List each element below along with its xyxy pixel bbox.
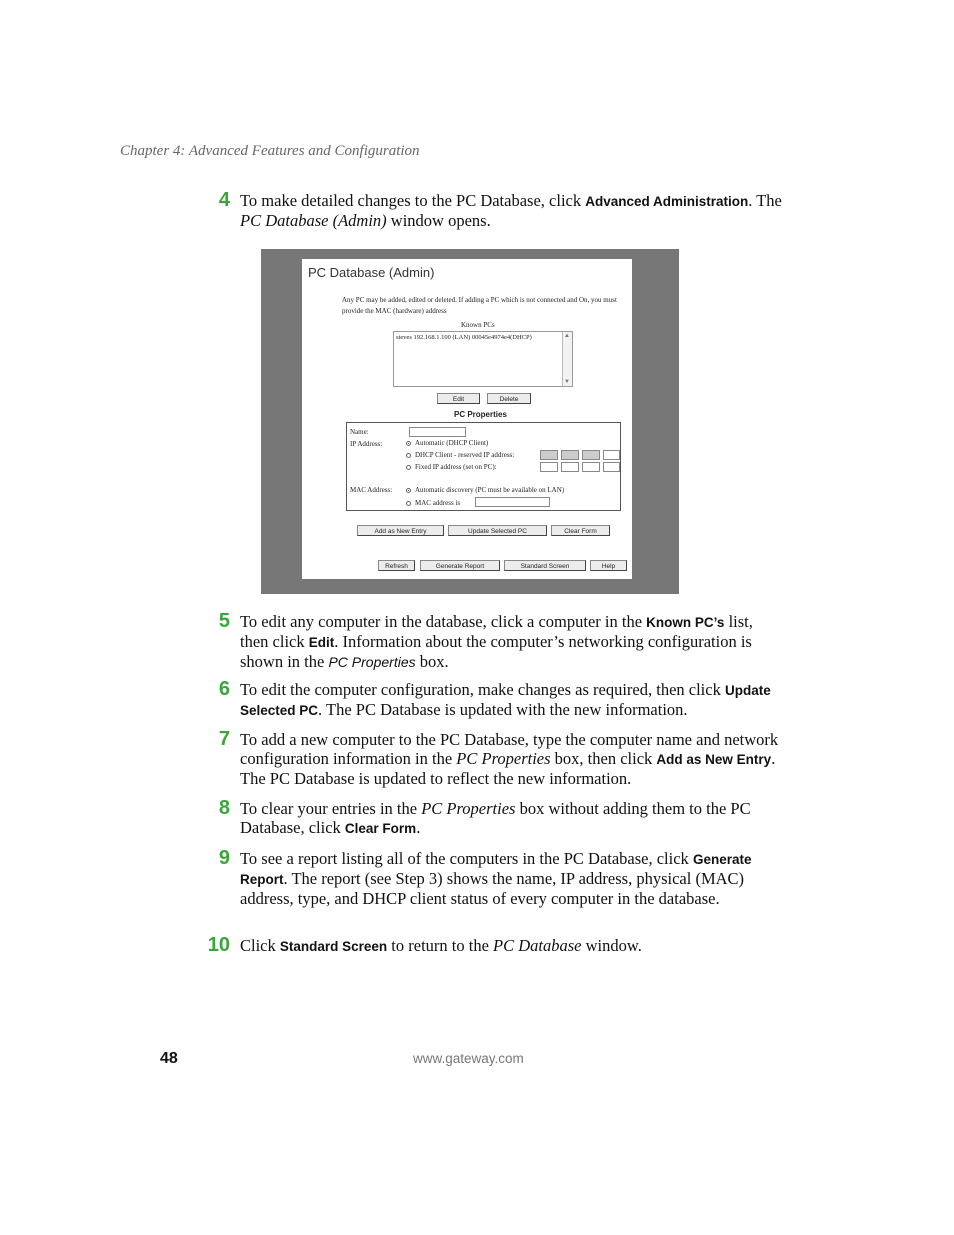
- refresh-button[interactable]: Refresh: [378, 560, 415, 571]
- step-number: 7: [218, 728, 230, 750]
- step-number: 4: [218, 189, 230, 211]
- step-text: To edit the computer configuration, make changes as required, then click Update Selected PC. The PC Database is updated with the new information.: [240, 680, 771, 719]
- window-title: PC Database (Admin): [308, 265, 435, 280]
- reserved-ip-octet-3[interactable]: [582, 450, 600, 460]
- update-selected-pc-button[interactable]: Update Selected PC: [448, 525, 547, 536]
- radio-selected-icon[interactable]: [406, 488, 411, 493]
- step-text: To see a report listing all of the computers in the PC Database, click Generate Report. The report (see Step 3) shows the name, IP address, physical (MAC) address, type, and DHCP client status of every computer in the database.: [240, 849, 752, 908]
- reserved-ip-octet-2[interactable]: [561, 450, 579, 460]
- pc-database-admin-screenshot: [261, 249, 679, 594]
- ip-fixed-option[interactable]: Fixed IP address (set on PC):: [406, 463, 497, 471]
- clear-form-button[interactable]: Clear Form: [551, 525, 610, 536]
- fixed-ip-octet-2[interactable]: [561, 462, 579, 472]
- reserved-ip-octet-4[interactable]: [603, 450, 620, 460]
- mac-address-input[interactable]: [475, 497, 550, 507]
- intro-text: Any PC may be added, edited or deleted. If adding a PC which is not connected and On, you must provide the MAC (hardware) address: [342, 296, 617, 315]
- known-pcs-list[interactable]: [393, 331, 573, 387]
- pc-properties-box: [346, 422, 621, 511]
- mac-auto-option[interactable]: Automatic discovery (PC must be available on LAN): [406, 486, 564, 494]
- page-number: 48: [160, 1050, 178, 1067]
- radio-icon[interactable]: [406, 453, 411, 458]
- admin-window: [302, 259, 632, 579]
- edit-button[interactable]: Edit: [437, 393, 480, 404]
- step-text: Click Standard Screen to return to the PC Database window.: [240, 936, 642, 955]
- step-number: 6: [218, 678, 230, 700]
- help-button[interactable]: Help: [590, 560, 627, 571]
- step-text: To edit any computer in the database, click a computer in the Known PC’s list, then click Edit. Information about the computer’s networking configuration is shown in the PC Properties box.: [240, 612, 753, 671]
- step-number: 9: [218, 847, 230, 869]
- name-input[interactable]: [409, 427, 466, 437]
- list-item[interactable]: steves 192.168.1.100 (LAN) 00045e4974e4(DHCP): [396, 334, 532, 341]
- standard-screen-button[interactable]: Standard Screen: [504, 560, 586, 571]
- footer-url[interactable]: www.gateway.com: [413, 1051, 524, 1066]
- known-pcs-label: Known PCs: [461, 321, 495, 329]
- add-as-new-entry-button[interactable]: Add as New Entry: [357, 525, 444, 536]
- mac-address-label: MAC Address:: [350, 486, 393, 494]
- ip-reserved-option[interactable]: DHCP Client - reserved IP address:: [406, 451, 514, 459]
- ip-address-label: IP Address:: [350, 440, 383, 448]
- list-scrollbar[interactable]: [562, 332, 572, 386]
- radio-selected-icon[interactable]: [406, 441, 411, 446]
- ip-auto-option[interactable]: Automatic (DHCP Client): [406, 439, 488, 447]
- radio-icon[interactable]: [406, 465, 411, 470]
- chapter-header: Chapter 4: Advanced Features and Configuration: [120, 143, 420, 159]
- radio-icon[interactable]: [406, 501, 411, 506]
- scroll-up-icon[interactable]: ▲: [564, 333, 570, 339]
- name-label: Name:: [350, 428, 369, 436]
- step-text: To clear your entries in the PC Properties box without adding them to the PC Database, click Clear Form.: [240, 799, 751, 837]
- step-number: 10: [207, 934, 230, 956]
- fixed-ip-octet-1[interactable]: [540, 462, 558, 472]
- step-number: 8: [218, 797, 230, 819]
- pc-properties-title: PC Properties: [454, 410, 507, 419]
- step-text: To make detailed changes to the PC Database, click Advanced Administration. The PC Database (Admin) window opens.: [240, 191, 782, 230]
- fixed-ip-octet-4[interactable]: [603, 462, 620, 472]
- scroll-down-icon[interactable]: ▼: [564, 379, 570, 385]
- fixed-ip-octet-3[interactable]: [582, 462, 600, 472]
- reserved-ip-octet-1[interactable]: [540, 450, 558, 460]
- step-number: 5: [218, 610, 230, 632]
- delete-button[interactable]: Delete: [487, 393, 531, 404]
- mac-manual-option[interactable]: MAC address is: [406, 499, 460, 507]
- generate-report-button[interactable]: Generate Report: [420, 560, 500, 571]
- step-text: To add a new computer to the PC Database, type the computer name and network configuration information in the PC Properties box, then click Add as New Entry. The PC Database is updated to reflect the new information.: [240, 730, 779, 788]
